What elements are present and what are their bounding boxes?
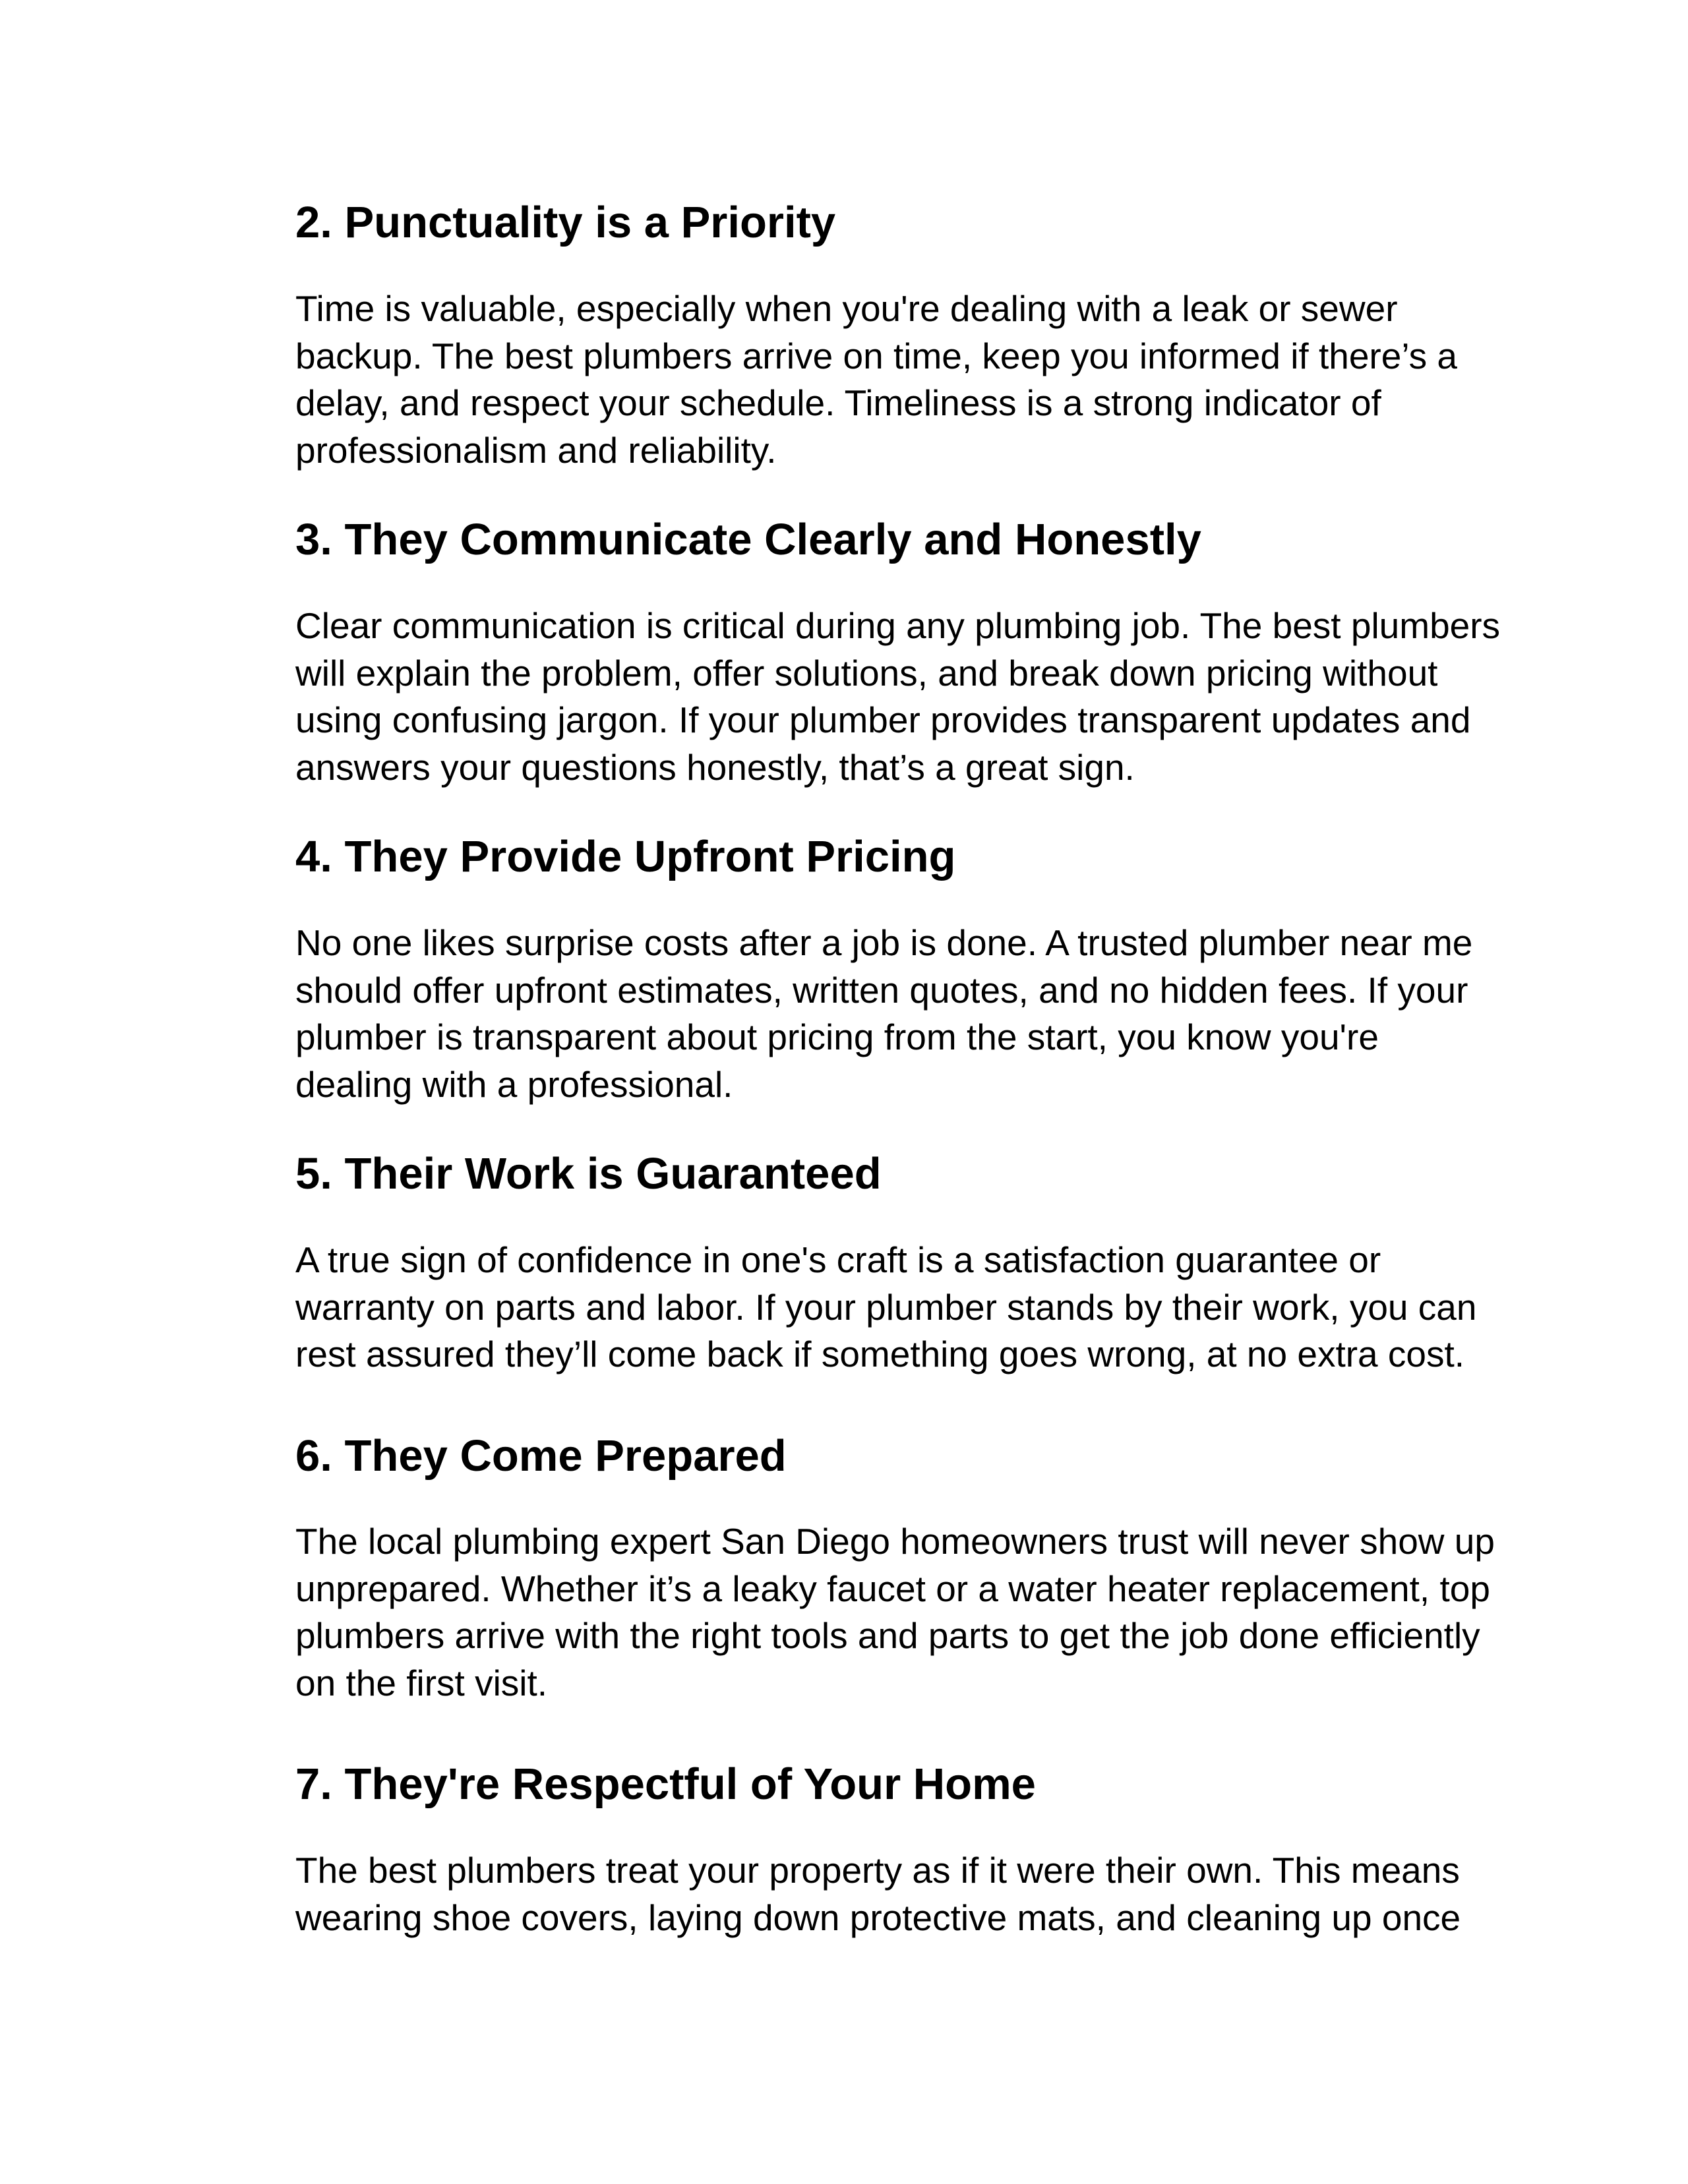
paragraph-line: plumbers arrive with the right tools and parts to get the job done efficiently (295, 1615, 1480, 1656)
paragraph-line: The local plumbing expert San Diego homeowners trust will never show up (295, 1521, 1495, 1562)
section-paragraph-guarantee (295, 1237, 1502, 1378)
paragraph-line: The best plumbers treat your property as if it were their own. This means (295, 1850, 1460, 1891)
paragraph-line: answers your questions honestly, that’s a great sign. (295, 746, 1135, 788)
section-heading-respectful: 7. They're Respectful of Your Home (295, 1759, 1036, 1809)
section-paragraph-pricing (295, 920, 1502, 1108)
section-paragraph-punctuality (295, 285, 1502, 474)
paragraph-line: No one likes surprise costs after a job is done. A trusted plumber near me (295, 922, 1473, 963)
paragraph-line: professionalism and reliability. (295, 429, 777, 471)
paragraph-line: on the first visit. (295, 1662, 548, 1703)
section-paragraph-communication (295, 603, 1502, 791)
paragraph-line: backup. The best plumbers arrive on time, keep you informed if there’s a (295, 335, 1457, 376)
paragraph-line: delay, and respect your schedule. Timeliness is a strong indicator of (295, 382, 1381, 423)
paragraph-line: should offer upfront estimates, written quotes, and no hidden fees. If your (295, 969, 1468, 1011)
section-heading-punctuality: 2. Punctuality is a Priority (295, 198, 836, 247)
paragraph-line: Time is valuable, especially when you're dealing with a leak or sewer (295, 288, 1398, 329)
paragraph-line: using confusing jargon. If your plumber provides transparent updates and (295, 699, 1471, 740)
section-paragraph-respectful (295, 1847, 1502, 1941)
section-heading-prepared: 6. They Come Prepared (295, 1431, 787, 1481)
section-heading-guarantee: 5. Their Work is Guaranteed (295, 1149, 882, 1198)
section-paragraph-prepared (295, 1518, 1502, 1707)
paragraph-line: will explain the problem, offer solutions, and break down pricing without (295, 652, 1438, 694)
paragraph-line: plumber is transparent about pricing from the start, you know you're (295, 1017, 1379, 1057)
paragraph-line: rest assured they’ll come back if something goes wrong, at no extra cost. (295, 1334, 1465, 1374)
paragraph-line: warranty on parts and labor. If your plumber stands by their work, you can (295, 1286, 1477, 1328)
paragraph-line: wearing shoe covers, laying down protective mats, and cleaning up once (295, 1897, 1461, 1938)
paragraph-line: Clear communication is critical during any plumbing job. The best plumbers (295, 605, 1501, 646)
section-heading-communication: 3. They Communicate Clearly and Honestly (295, 515, 1201, 564)
paragraph-line: A true sign of confidence in one's craft is a satisfaction guarantee or (295, 1239, 1381, 1280)
paragraph-line: unprepared. Whether it’s a leaky faucet or a water heater replacement, top (295, 1568, 1490, 1609)
section-heading-pricing: 4. They Provide Upfront Pricing (295, 832, 956, 881)
paragraph-line: dealing with a professional. (295, 1063, 733, 1105)
